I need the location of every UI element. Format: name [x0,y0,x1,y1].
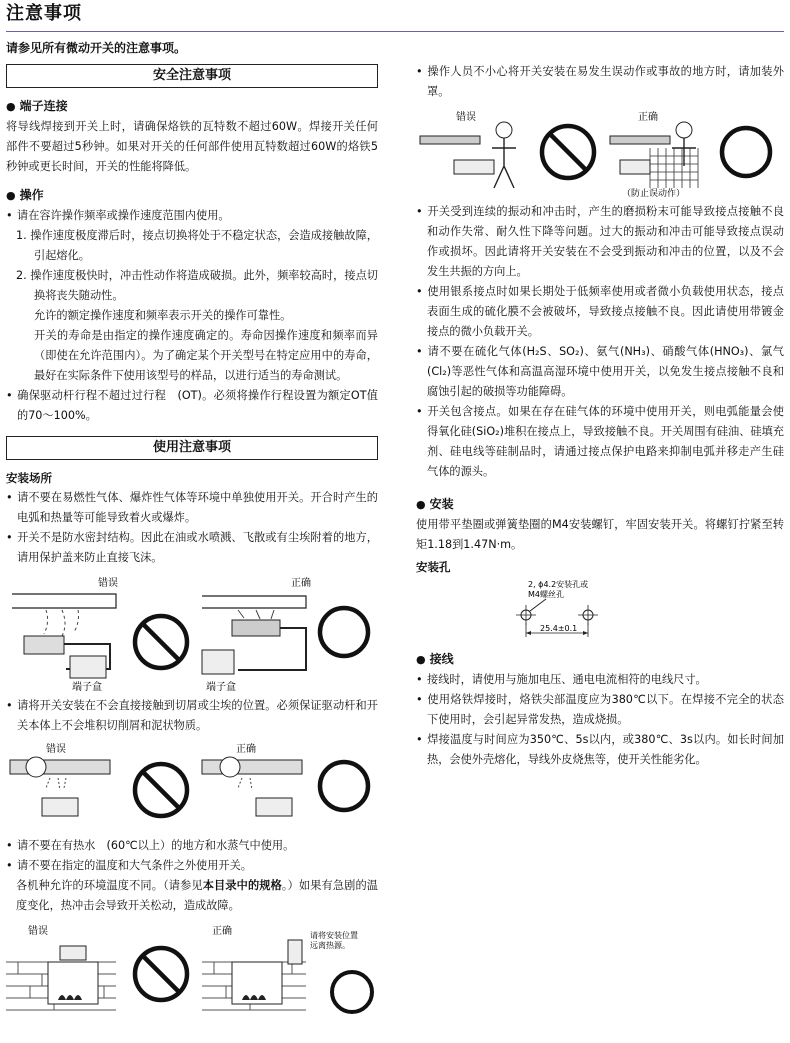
bullet-dot-icon: ● [416,653,426,666]
page-title: 注意事项 [6,3,82,24]
usage-bullet-1: • 请不要在易燃性气体、爆炸性气体等环境中单独使用开关。开合时产生的电弧和热量等可能导致着火或爆炸。 [6,488,378,528]
usage-bullet-2: • 开关不是防水密封结构。因此在油或水喷溅、飞散或有尘埃附着的地方，请用保护盖来防止直接飞沫。 [6,528,378,568]
usage-header: 使用注意事项 [6,436,378,460]
fig4-right-label: 正确 [638,112,658,123]
wiring-bullet-2: • 使用烙铁焊接时，烙铁尖部温度应为380℃以下。在焊接不完全的状态下使用时，会引起异常发热，造成烧损。 [416,690,784,730]
terminal-heading [6,96,378,117]
bullet-dot-icon: ● [6,189,16,202]
wiring-bullet-1: • 接线时，请使用与施加电压、通电电流相符的电线尺寸。 [416,670,784,690]
fig1-box1-label: 端子盒 [72,682,102,692]
terminal-text: 将导线焊接到开关上时，请确保烙铁的瓦特数不超过60W。焊接开关任何部件不要超过5秒钟。如果对开关的任何部件使用瓦特数超过60W的烙铁5秒钟或更长时间，开关的性能将降低。 [6,120,378,173]
usage-bullet-4: • 请不要在有热水 (60℃以上）的地方和水蒸气中使用。 [6,836,378,856]
hole-label-1: 2, ϕ4.2安装孔或 [528,580,589,589]
usage-para-5: 各机种允许的环境温度不同。（请参见本目录中的规格。）如果有急剧的温度变化，热冲击会导致开关松动，造成故障。 [16,879,378,912]
operation-item-1: 1. 操作速度极度滞后时，接点切换将处于不稳定状态，会造成接触故障，引起熔化。 [16,229,378,262]
operation-heading-text: 操作 [19,188,44,202]
ok-circle-icon [722,128,770,176]
bullet-dot-icon: ● [6,100,16,113]
fig3-note-1: 请将安装位置 [310,931,358,940]
hole-label-2: M4螺丝孔 [528,590,564,599]
wiring-heading-text: 接线 [429,652,454,666]
fig2-wrong-label: 错误 [46,744,66,755]
install-text: 使用带平垫圈或弹簧垫圈的M4安装螺钉，牢固安装开关。将螺钉拧紧至转矩1.18到1.47N·m。 [416,518,784,551]
usage-bullet-5: • 请不要在指定的温度和大气条件之外使用开关。 [6,856,378,876]
ok-circle-icon [332,972,372,1012]
right-bullet-1: • 操作人员不小心将开关安装在易发生误动作或事故的地方时，请加装外罩。 [416,62,784,102]
right-bullet-2: • 开关受到连续的振动和冲击时，产生的磨损粉末可能导致接点接触不良和动作失常、耐久性下降等问题。过大的振动和冲击可能导致接点误动作或损坏。因此请将开关安装在不会受到振动和冲击的位置，以及不会发生共振的方向上。 [416,202,784,282]
install-heading [416,494,784,515]
location-heading: 安装场所 [6,471,52,485]
bullet-dot-icon: ● [416,498,426,511]
right-bullet-3: • 使用银系接点时如果长期处于低频率使用或者微小负载使用状态，接点表面生成的硫化膜不会被破坏，导致接点接触不良。因此请使用带镀金接点的微小负载开关。 [416,282,784,342]
operation-para-2: 开关的寿命是由指定的操作速度确定的。寿命因操作速度和频率而异（即使在允许范围内）。为了确定某个开关型号在特定应用中的寿命，最好在实际条件下使用该型号的样品，以进行适当的寿命测试。 [34,329,378,382]
ok-circle-icon [320,608,368,656]
fig1-box2-label: 端子盒 [206,682,236,692]
fig2-right-label: 正确 [236,744,256,755]
hole-dim-label: 25.4±0.1 [540,624,578,633]
fig1-right-label: 正确 [291,578,311,589]
safety-header: 安全注意事项 [6,64,378,88]
fig3-wrong-label: 错误 [28,926,48,937]
left-column [6,62,378,1018]
wiring-heading [416,649,784,670]
title-divider [6,31,784,32]
wiring-bullet-3: • 焊接温度与时间应为350℃、5s以内，或380℃、3s以内。如长时间加热，会使外壳熔化，导线外皮烧焦等，使开关性能劣化。 [416,730,784,770]
fig4-wrong-label: 错误 [456,112,476,123]
right-bullet-4: • 请不要在硫化气体(H₂S、SO₂)、氨气(NH₃)、硝酸气体(HNO₃)、氯气(Cl₂)等恶性气体和高温高湿环境中使用开关，以免发生接点接触不良和腐蚀引起的破损等功能障碍。 [416,342,784,402]
fig3-right-label: 正确 [212,926,232,937]
terminal-heading-text: 端子连接 [19,99,68,113]
usage-bullet-3: • 请将开关安装在不会直接接触到切屑或尘埃的位置。必须保证驱动杆和开关本体上不会堆积切削屑和泥状物质。 [6,696,378,736]
operation-bullet-1: • 请在容许操作频率或操作速度范围内使用。 [6,206,378,226]
heat-figure [6,922,378,1014]
hole-heading: 安装孔 [416,560,451,574]
right-column [416,62,784,770]
operation-para-1: 允许的额定操作速度和频率表示开关的操作可靠性。 [34,309,292,322]
operation-bullet-2: • 确保驱动杆行程不超过过行程 (OT)。必须将操作行程设置为额定OT值的70～100%。 [6,386,378,426]
fig1-wrong-label: 错误 [98,578,118,589]
intro-text: 请参见所有微动开关的注意事项。 [6,41,187,55]
operation-item-2: 2. 操作速度极快时，冲击性动作将造成破损。此外，频率较高时，接点切换将丧失随动性。 [16,269,378,302]
right-bullet-5: • 开关包含接点。如果在存在硅气体的环境中使用开关，则电弧能量会使得氧化硅(SiO₂)堆积在接点上，导致接触不良。开关周围有硅油、硅填充剂、硅电线等硅制品时，请通过接点保护电路来抑制电弧并移走产生硅气体的源头。 [416,402,784,482]
install-heading-text: 安装 [429,497,454,511]
operation-heading [6,185,378,206]
hole-figure [416,577,784,643]
chips-figure [6,742,378,832]
fig3-note-2: 远离热源。 [310,941,350,950]
splash-figure [6,574,378,692]
ok-circle-icon [320,762,368,810]
guard-figure [416,108,784,198]
fig4-note: （防止误动作） [622,189,686,198]
